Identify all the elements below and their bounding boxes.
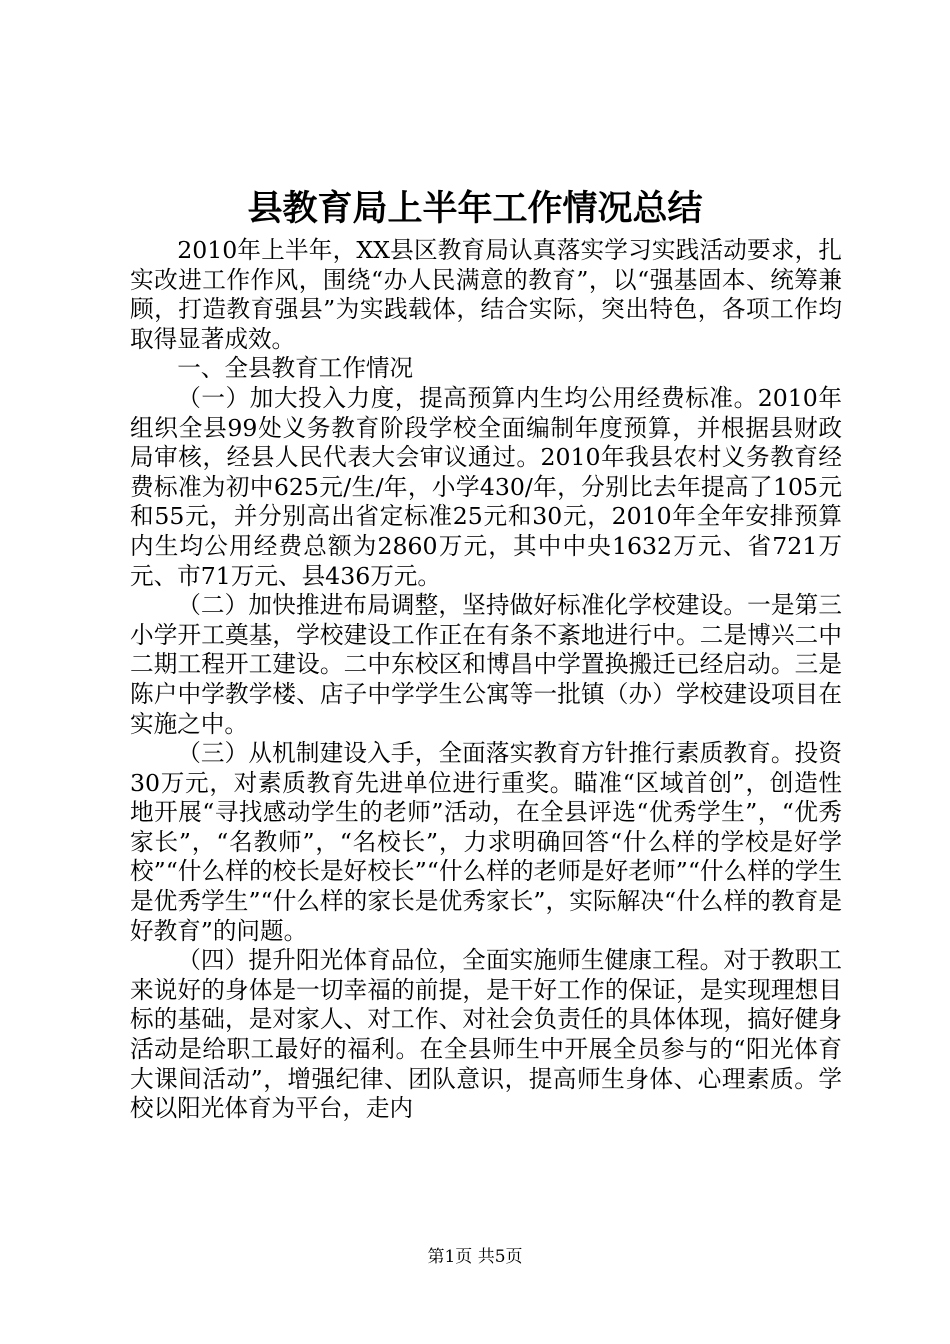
paragraph-item-3: （三）从机制建设入手，全面落实教育方针推行素质教育。投资30万元，对素质教育先进单位进行重奖。瞄准“区域首创”，创造性地开展“寻找感动学生的老师”活动，在全县评选“优秀学生”，“优秀家长”，“名教师”，“名校长”，力求明确回答“什么样的学校是好学校”“什么样的校长是好校长”“什么样的老师是好老师”“什么样的学生是优秀学生”“什么样的家长是优秀家长”，实际解决“什么样的教育是好教育”的问题。: [130, 739, 842, 945]
page-footer: 第1页 共5页: [427, 1247, 523, 1267]
paragraph-item-2: （二）加快推进布局调整，坚持做好标准化学校建设。一是第三小学开工奠基，学校建设工作正在有条不紊地进行中。二是博兴二中二期工程开工建设。二中东校区和博昌中学置换搬迁已经启动。三是陈户中学教学楼、店子中学学生公寓等一批镇（办）学校建设项目在实施之中。: [130, 591, 842, 738]
section-heading: 一、全县教育工作情况: [177, 354, 414, 383]
document-body: [130, 236, 842, 1124]
paragraph-intro: 2010年上半年，XX县区教育局认真落实学习实践活动要求，扎实改进工作作风，围绕“办人民满意的教育”，以“强基固本、统筹兼顾，打造教育强县”为实践载体，结合实际，突出特色，各项工作均取得显著成效。: [130, 236, 842, 353]
paragraph-item-1: （一）加大投入力度，提高预算内生均公用经费标准。2010年组织全县99处义务教育阶段学校全面编制年度预算，并根据县财政局审核，经县人民代表大会审议通过。2010年我县农村义务教育经费标准为初中625元/生/年，小学430/年，分别比去年提高了105元和55元，并分别高出省定标准25元和30元，2010年全年安排预算内生均公用经费总额为2860万元，其中中央1632万元、省721万元、市71万元、县436万元。: [130, 383, 842, 590]
document-title: 县教育局上半年工作情况总结: [247, 189, 703, 229]
paragraph-item-4: （四）提升阳光体育品位，全面实施师生健康工程。对于教职工来说好的身体是一切幸福的前提，是干好工作的保证，是实现理想目标的基础，是对家人、对工作、对社会负责任的具体体现，搞好健身活动是给职工最好的福利。在全县师生中开展全员参与的“阳光体育大课间活动”，增强纪律、团队意识，提高师生身体、心理素质。学校以阳光体育为平台，走内: [130, 946, 842, 1123]
